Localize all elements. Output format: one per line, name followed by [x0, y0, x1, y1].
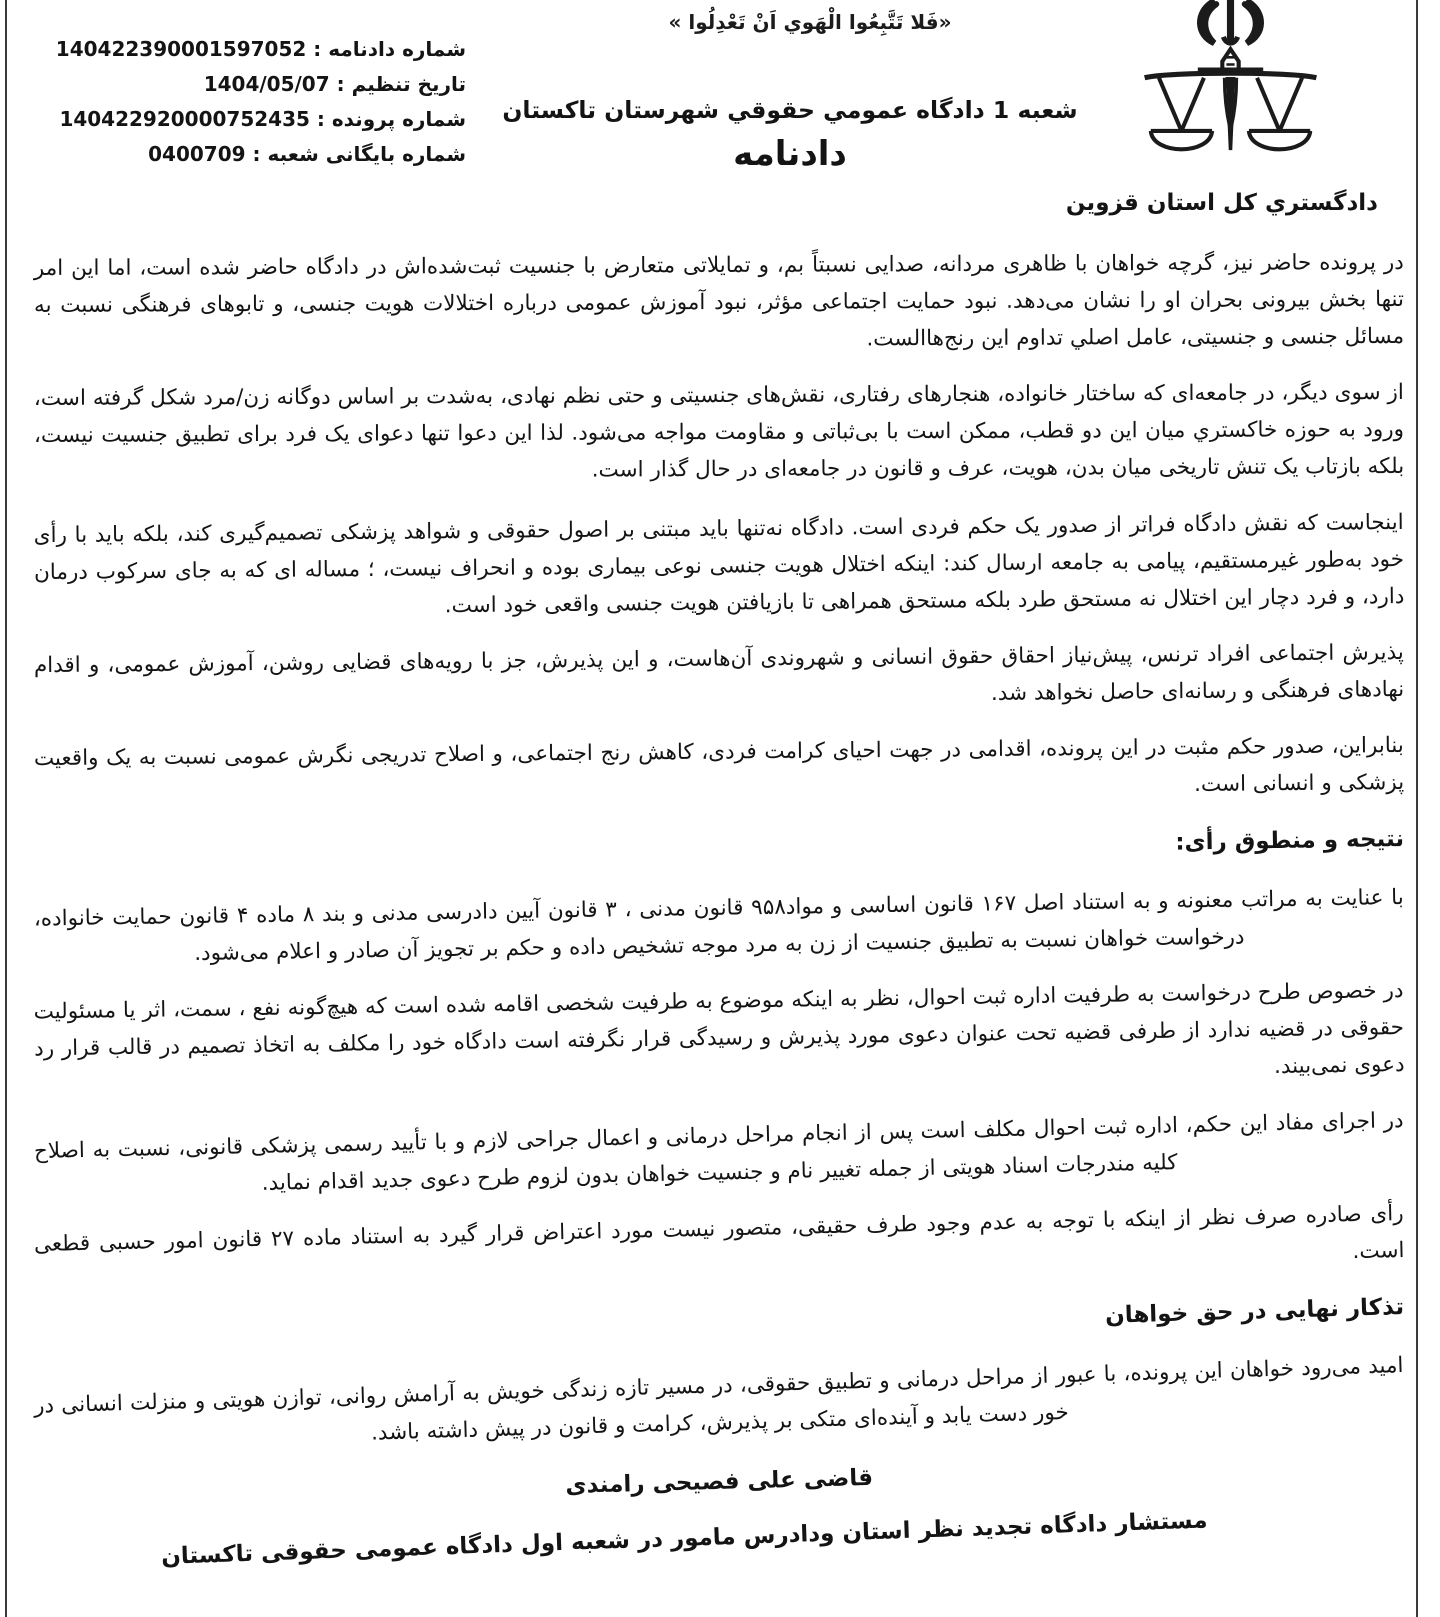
body-paragraph: اینجاست که نقش دادگاه فراتر از صدور یک حکم فردی است. دادگاه نه‌تنها باید مبتنی بر اصول حقوقی و شواهد پزشکی تصمیم‌گیری کند، بلکه باید با رأی خود به‌طور غیرمستقیم، پیامی به جامعه ارسال کند: اینکه اختلال هویت جنسی نوعی بیماری بوده و انحراف نیست، ؛ مساله ای که به جای سرکوب درمان دارد، و فرد دچار این اختلال نه مستحق طرد بلکه مستحق همراهی تا بازیافتن هویت جنسی واقعی خود است. [33, 510, 1405, 619]
archive-number-label: شماره بایگانی شعبه : [252, 142, 466, 166]
body-paragraph: با عنایت به مراتب معنونه و به استناد اصل ۱۶۷ قانون اساسی و مواد۹۵۸ قانون مدنی ، ۳ قانون آیین دادرسی مدنی و بند ۸ ماده ۴ قانون حمایت خانواده، درخواست خواهان نسبت به تطبیق جنسیت از زن به مرد موجه تشخیص داده و حکم بر تجویز آن صادر و اعلام می‌شود. [33, 885, 1404, 967]
court-branch-title: شعبه 1 دادگاه عمومي حقوقي شهرستان تاکستان [502, 96, 1078, 124]
archive-number-row [46, 137, 466, 172]
archive-number-value: 0400709 [148, 142, 246, 166]
justice-department-name: دادگستري کل استان قزوین [1065, 190, 1378, 216]
iran-judiciary-scales-emblem-icon [1128, 0, 1333, 180]
judgment-number-value: 140422390001597052 [55, 37, 307, 61]
verdict-section-heading: نتیجه و منطوق رأی: [1175, 826, 1405, 856]
body-paragraph: پذیرش اجتماعی افراد ترنس، پیش‌نیاز احقاق حقوق انسانی و شهروندی آن‌هاست، و این پذیرش، جز با رویه‌های قضایی روشن، آموزش عمومی، و اقدام نهادهای فرهنگی و رسانه‌ای حاصل نخواهد شد. [33, 640, 1405, 706]
body-paragraph: از سوی دیگر، در جامعه‌ای که ساختار خانواده، هنجارهای رفتاری، نقش‌های جنسیتی و حتی نظم نهادی، به‌شدت بر اساس دوگانه زن/مرد شکل گرفته است، ورود به حوزه خاکستري میان این دو قطب، ممکن است با بی‌ثباتی و مقاومت مواجه می‌شود. لذا این دعوا تنها دعوای یک فرد برای تطبیق جنسیت نیست، بلکه بازتاب یک تنش تاریخی میان بدن، هویت، عرف و قانون در جامعه‌ای در حال گذار است. [33, 380, 1405, 483]
body-paragraph: در اجرای مفاد این حکم، اداره ثبت احوال مکلف است پس از انجام مراحل درمانی و اعمال جراحی لازم و با تأیید رسمی پزشکی قانونی، نسبت به اصلاح کلیه مندرجات اسناد هویتی از جمله تغییر نام و جنسیت خواهان بدون لزوم طرح دعوی جدید اقدام نماید. [33, 1108, 1404, 1196]
quran-verse: «فَلا تَتَّبِعُوا الْهَوي اَنْ تَعْدِلُوا » [668, 10, 952, 34]
body-paragraph: امید می‌رود خواهان این پرونده، با عبور از مراحل درمانی و تطبیق حقوقی، در مسیر تازه زندگی خویش به آرامش روانی، توازن هویتی و منزلت انسانی در خور دست یابد و آینده‌ای متکی بر پذیرش، کرامت و قانون در پیش داشته باشد. [33, 1353, 1404, 1446]
body-paragraph: در خصوص طرح درخواست به طرفیت اداره ثبت احوال، نظر به اینکه موضوع به طرفیت شخصی اقامه شده است که هیچ‌گونه نفع ، سمت، اثر یا مسئولیت حقوقی در قضیه ندارد از طرفی قضیه تحت عنوان دعوی مورد پذیرش و رسیدگی قرار نگرفته است دادگاه خود را مکلف به اتخاذ تصمیم در قالب قرار رد دعوی نمی‌بیند. [33, 978, 1405, 1080]
case-metadata [46, 32, 466, 172]
judgment-number-label: شماره دادنامه : [313, 37, 466, 61]
judge-signature-line: قاضی علی فصیحی رامندی [565, 1464, 874, 1499]
body-paragraph: بنابراین، صدور حکم مثبت در این پرونده، اقدامی در جهت احیای کرامت فردی، کاهش رنج اجتماعی، و اصلاح تدریجی نگرش عمومی نسبت به یک واقعیت پزشکی و انسانی است. [33, 733, 1405, 798]
judgment-number-row [46, 32, 466, 67]
case-number-label: شماره پرونده : [316, 107, 466, 131]
document-type-title: دادنامه [733, 134, 847, 174]
scan-border-right [1416, 0, 1418, 1617]
final-note-section-heading: تذکار نهایی در حق خواهان [1104, 1294, 1405, 1329]
judge-title-line: مستشار دادگاه تجدید نظر استان ودادرس مامور در شعبه اول دادگاه عمومی حقوقی تاکستان [160, 1507, 1208, 1570]
body-paragraph: در پرونده حاضر نیز، گرچه خواهان با ظاهری مردانه، صدایی نسبتاً بم، و تمایلاتی متعارض با جنسیت ثبت‌شده‌اش در دادگاه حاضر شده است، اما این امر تنها بخش بیرونی بحران او را نشان می‌دهد. نبود حمایت اجتماعی مؤثر، نبود آموزش عمومی درباره اختلالات هویت جنسی، و تابوهای فرهنگی نسبت به مسائل جنسی و جنسیتی، عامل اصلي تداوم این رنج‌هاالست. [33, 250, 1405, 352]
issue-date-value: 1404/05/07 [203, 72, 330, 96]
scan-border-left [5, 0, 7, 1617]
issue-date-label: تاریخ تنظیم : [336, 72, 466, 96]
case-number-row [46, 102, 466, 137]
case-number-value: 140422920000752435 [59, 107, 310, 131]
judgment-body [33, 244, 1405, 1570]
issue-date-row [46, 67, 466, 102]
body-paragraph: رأی صادره صرف نظر از اینکه با توجه به عدم وجود طرف حقیقی، متصور نیست مورد اعتراض قرار گیرد به استناد ماده ۲۷ قانون امور حسبی قطعی است. [33, 1201, 1405, 1265]
